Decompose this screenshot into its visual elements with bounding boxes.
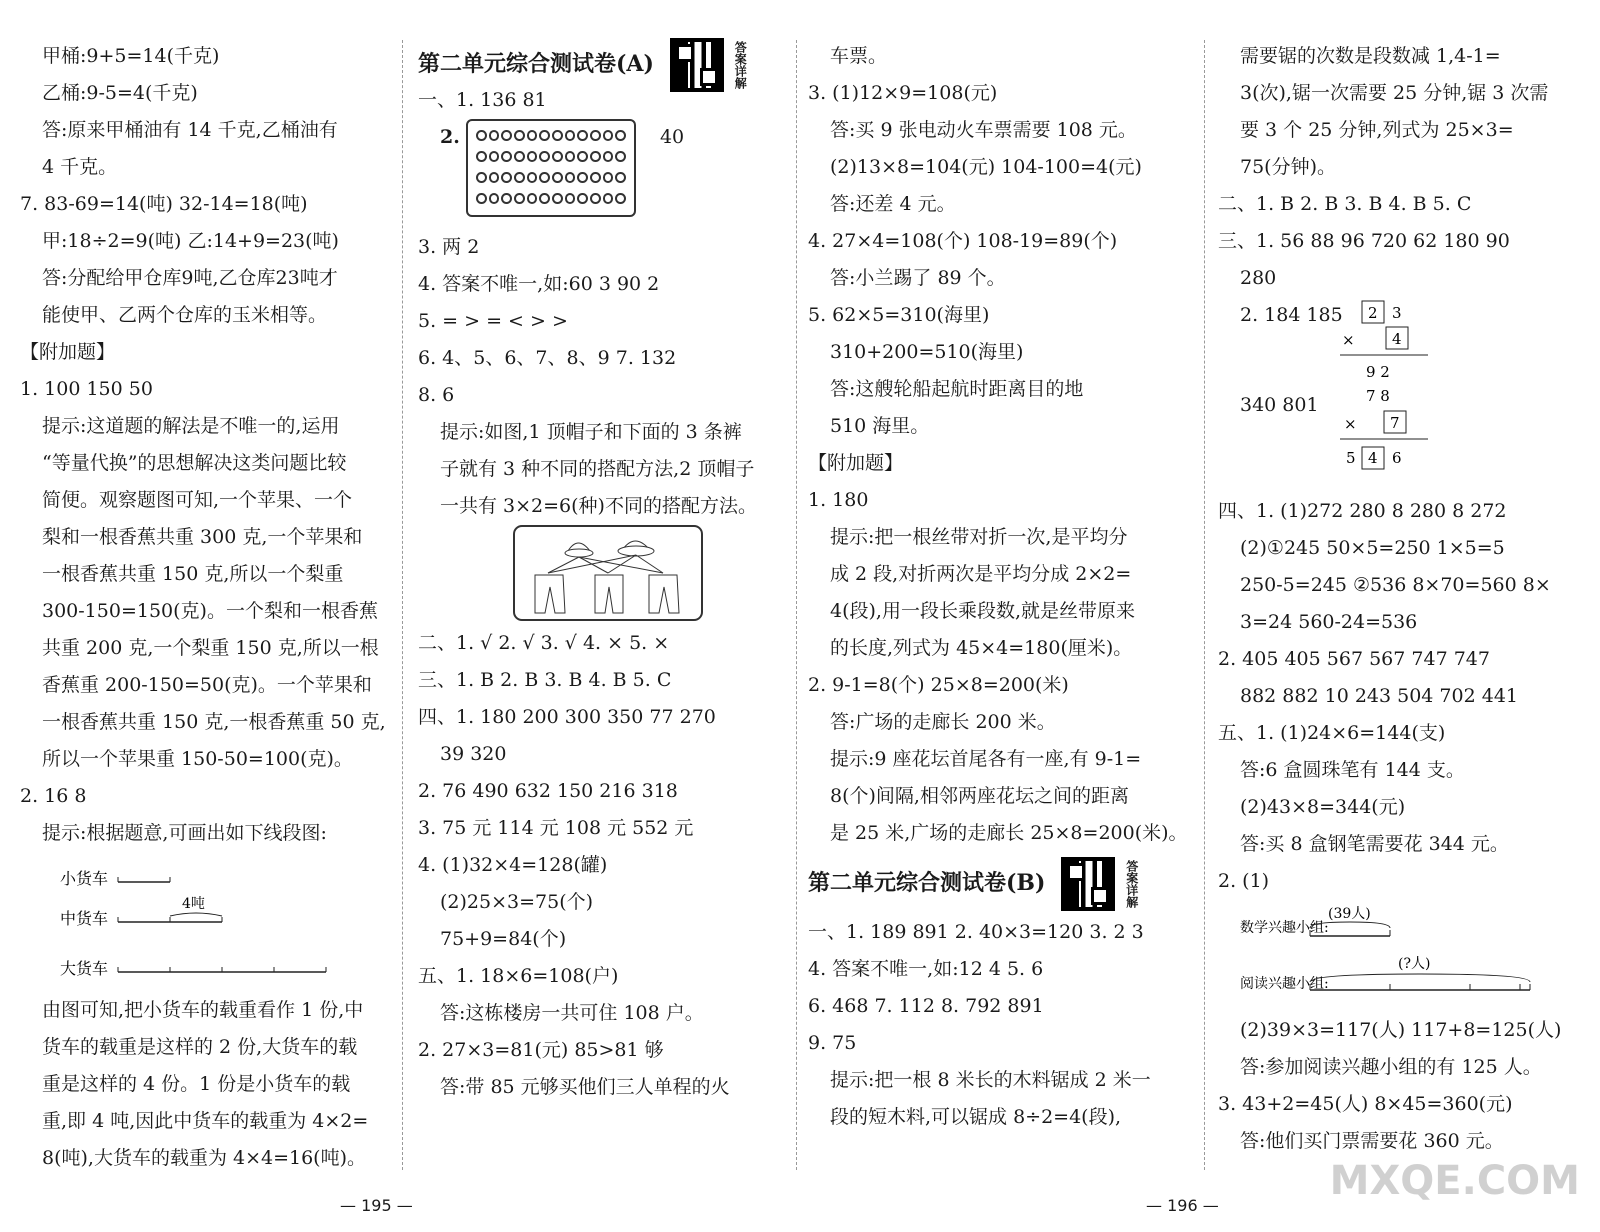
bead-icon bbox=[577, 130, 588, 141]
text-line: 段的短木料,可以锯成 8÷2=4(段), bbox=[830, 1106, 1122, 1128]
text-line: 5. = > = < > > bbox=[418, 310, 568, 332]
column-3 bbox=[808, 38, 1193, 1136]
bead-icon bbox=[615, 193, 626, 204]
text-line: 4(段),用一段长乘段数,就是丝带原来 bbox=[830, 600, 1135, 622]
text-line: 8(个)间隔,相邻两座花坛之间的距离 bbox=[830, 785, 1129, 807]
text-line: 重是这样的 4 份。1 份是小货车的载 bbox=[42, 1073, 351, 1095]
read-group-count: (?人) bbox=[1398, 956, 1431, 972]
text-line: 9. 75 bbox=[808, 1032, 857, 1054]
unit-test-b-title: 第二单元综合测试卷(B) 答案详解 bbox=[808, 852, 1193, 914]
bead-icon bbox=[552, 130, 563, 141]
text-line: 75(分钟)。 bbox=[1240, 156, 1337, 178]
bead-icon bbox=[539, 172, 550, 183]
text-line: 提示:9 座花坛首尾各有一座,有 9-1= bbox=[830, 748, 1142, 770]
bead-icon bbox=[501, 130, 512, 141]
text-line: 共重 200 克,一个梨重 150 克,所以一根 bbox=[42, 637, 379, 659]
text-line: 300-150=150(克)。一个梨和一根香蕉 bbox=[42, 600, 378, 622]
bead-icon bbox=[489, 130, 500, 141]
mid-truck-extra-label: 4吨 bbox=[182, 896, 205, 912]
text-line: 由图可知,把小货车的载重看作 1 份,中 bbox=[42, 999, 364, 1021]
text-line: 所以一个苹果重 150-50=100(克)。 bbox=[42, 748, 353, 770]
text-line: 一根香蕉共重 150 克,一根香蕉重 50 克, bbox=[42, 711, 386, 733]
bead-icon bbox=[539, 193, 550, 204]
text-line: 4. (1)32×4=128(罐) bbox=[418, 854, 608, 876]
text-line: 能使甲、乙两个仓库的玉米相等。 bbox=[42, 304, 328, 326]
text-line: 简便。观察题图可知,一个苹果、一个 bbox=[42, 489, 353, 511]
svg-text:2: 2 bbox=[1368, 304, 1378, 322]
text-line: 3=24 560-24=536 bbox=[1240, 611, 1418, 633]
text-line: 250-5=245 ②536 8×70=560 8× bbox=[1240, 574, 1551, 596]
bead-row bbox=[476, 169, 626, 190]
bead-icon bbox=[577, 151, 588, 162]
bead-icon bbox=[514, 172, 525, 183]
svg-text:6: 6 bbox=[1392, 449, 1402, 467]
bead-icon bbox=[476, 151, 487, 162]
text-line: 重,即 4 吨,因此中货车的载重为 4×2= bbox=[42, 1110, 369, 1132]
svg-text:9 2: 9 2 bbox=[1366, 363, 1390, 381]
bead-icon bbox=[476, 172, 487, 183]
svg-text:7: 7 bbox=[1390, 414, 1400, 432]
text-line: 3. 43+2=45(人) 8×45=360(元) bbox=[1218, 1093, 1513, 1115]
bead-icon bbox=[577, 193, 588, 204]
unit-test-a-title: 第二单元综合测试卷(A) 答案详解 bbox=[418, 38, 788, 82]
text-line: 39 320 bbox=[440, 743, 507, 765]
text-line: 1. 100 150 50 bbox=[20, 378, 153, 400]
text-line: (2)①245 50×5=250 1×5=5 bbox=[1240, 537, 1505, 559]
text-line: 310+200=510(海里) bbox=[830, 341, 1024, 363]
text-line: 答:买 8 盒钢笔需要花 344 元。 bbox=[1240, 833, 1509, 855]
text-line: 答:6 盒圆珠笔有 144 支。 bbox=[1240, 759, 1465, 781]
text-line: 6. 468 7. 112 8. 792 891 bbox=[808, 995, 1044, 1017]
qr-caption: 答案详解 bbox=[1124, 860, 1139, 908]
bead-icon bbox=[615, 130, 626, 141]
text-line: 一、1. 189 891 2. 40×3=120 3. 2 3 bbox=[808, 921, 1144, 943]
truck-diagram-svg bbox=[20, 852, 380, 992]
qr-caption: 答案详解 bbox=[733, 41, 748, 89]
text-line: 答:这艘轮船起航时距离目的地 bbox=[830, 378, 1084, 400]
text-line: 4. 答案不唯一,如:60 3 90 2 bbox=[418, 273, 660, 295]
bead-icon bbox=[590, 193, 601, 204]
bead-icon bbox=[539, 151, 550, 162]
big-truck-label: 大货车 bbox=[60, 959, 109, 978]
text-line: 答:这栋楼房一共可住 108 户。 bbox=[440, 1002, 704, 1024]
text-line: 的长度,列式为 45×4=180(厘米)。 bbox=[830, 637, 1133, 659]
text-line: 车票。 bbox=[830, 45, 888, 67]
bead-icon bbox=[514, 151, 525, 162]
text-line: 香蕉重 200-150=50(克)。一个苹果和 bbox=[42, 674, 372, 696]
text-line: 二、1. √ 2. √ 3. √ 4. × 5. × bbox=[418, 632, 670, 654]
bead-icon bbox=[577, 172, 588, 183]
text-line: “等量代换”的思想解决这类问题比较 bbox=[42, 452, 347, 474]
bead-row bbox=[476, 148, 626, 169]
bead-icon bbox=[615, 151, 626, 162]
bead-icon bbox=[476, 193, 487, 204]
svg-text:4: 4 bbox=[1368, 449, 1378, 467]
column-2 bbox=[418, 38, 788, 1106]
bead-icon bbox=[527, 172, 538, 183]
text-line: 四、1. 180 200 300 350 77 270 bbox=[418, 706, 716, 728]
text-line: 【附加题】 bbox=[808, 452, 904, 474]
bead-icon bbox=[489, 193, 500, 204]
column-1 bbox=[20, 38, 400, 1177]
text-line: 提示:根据题意,可画出如下线段图: bbox=[42, 822, 327, 844]
bead-icon bbox=[603, 172, 614, 183]
bead-icon bbox=[476, 130, 487, 141]
bead-icon bbox=[501, 193, 512, 204]
text-line: 提示:如图,1 顶帽子和下面的 3 条裤 bbox=[440, 421, 742, 443]
bead-row bbox=[476, 190, 626, 211]
text-line: 提示:这道题的解法是不唯一的,运用 bbox=[42, 415, 340, 437]
bead-icon bbox=[565, 130, 576, 141]
svg-text:3: 3 bbox=[1392, 304, 1402, 322]
text-line: 要 3 个 25 分钟,列式为 25×3= bbox=[1240, 119, 1514, 141]
text-line: 280 bbox=[1240, 267, 1277, 289]
math-group-label: 数学兴趣小组: bbox=[1240, 920, 1329, 936]
text-line: 需要锯的次数是段数减 1,4-1= bbox=[1240, 45, 1501, 67]
text-line: 3(次),锯一次需要 25 分钟,锯 3 次需 bbox=[1240, 82, 1549, 104]
text-line: 答:他们买门票需要花 360 元。 bbox=[1240, 1130, 1504, 1152]
text-line: 6. 4、5、6、7、8、9 7. 132 bbox=[418, 347, 677, 369]
bead-icon bbox=[527, 193, 538, 204]
text-line: 答:参加阅读兴趣小组的有 125 人。 bbox=[1240, 1056, 1542, 1078]
watermark-logo: MXQE.COM bbox=[1329, 1158, 1580, 1204]
text-line: 2. 16 8 bbox=[20, 785, 87, 807]
bead-icon bbox=[501, 172, 512, 183]
page-number-right: — 196 — bbox=[1146, 1196, 1219, 1215]
bead-icon bbox=[552, 151, 563, 162]
text-line: 五、1. 18×6=108(户) bbox=[418, 965, 619, 987]
bead-icon bbox=[603, 130, 614, 141]
text-line: 1. 180 bbox=[808, 489, 869, 511]
interest-group-diagram bbox=[1218, 900, 1593, 1012]
bead-icon bbox=[514, 193, 525, 204]
text-line: 答:原来甲桶油有 14 千克,乙桶油有 bbox=[42, 119, 338, 141]
bead-icon bbox=[539, 130, 550, 141]
svg-text:5: 5 bbox=[1346, 449, 1356, 467]
text-line: 一共有 3×2=6(种)不同的搭配方法。 bbox=[440, 495, 757, 517]
text-line: (2)43×8=344(元) bbox=[1240, 796, 1406, 818]
text-line: 2. (1) bbox=[1218, 870, 1270, 892]
pants-2-icon bbox=[595, 575, 623, 613]
bead-icon bbox=[565, 193, 576, 204]
qr-code-icon[interactable] bbox=[1061, 857, 1115, 911]
text-line: 三、1. B 2. B 3. B 4. B 5. C bbox=[418, 669, 672, 691]
bead-icon bbox=[552, 193, 563, 204]
text-line: 3. 75 元 114 元 108 元 552 元 bbox=[418, 817, 694, 839]
text-line: 四、1. (1)272 280 8 280 8 272 bbox=[1218, 500, 1507, 522]
vertical-multiplication: 2. 184 185 340 801 2 3 × 4 9 2 7 8 × 7 5 4 6 bbox=[1218, 297, 1593, 493]
bead-icon bbox=[565, 151, 576, 162]
text-line: 8. 6 bbox=[418, 384, 455, 406]
multiplication-svg bbox=[1338, 297, 1538, 493]
text-line: 甲:18÷2=9(吨) 乙:14+9=23(吨) bbox=[42, 230, 339, 252]
text-line: 2. 405 405 567 567 747 747 bbox=[1218, 648, 1490, 670]
bead-icon bbox=[514, 130, 525, 141]
text-line: 成 2 段,对折两次是平均分成 2×2= bbox=[830, 563, 1132, 585]
bead-icon bbox=[527, 130, 538, 141]
bead-icon bbox=[489, 172, 500, 183]
bead-row bbox=[476, 127, 626, 148]
text-line: 5. 62×5=310(海里) bbox=[808, 304, 990, 326]
text-line: 答:广场的走廊长 200 米。 bbox=[830, 711, 1056, 733]
bead-icon bbox=[615, 172, 626, 183]
text-line: 2. 9-1=8(个) 25×8=200(米) bbox=[808, 674, 1069, 696]
hat-pants-figure bbox=[418, 525, 788, 625]
svg-text:4: 4 bbox=[1392, 330, 1402, 348]
text-line: 子就有 3 种不同的搭配方法,2 顶帽子 bbox=[440, 458, 755, 480]
text-line: (2)39×3=117(人) 117+8=125(人) bbox=[1240, 1019, 1562, 1041]
math-group-count: (39人) bbox=[1328, 906, 1371, 922]
hats-pants-svg bbox=[513, 525, 703, 621]
bead-icon bbox=[603, 193, 614, 204]
text-line: 882 882 10 243 504 702 441 bbox=[1240, 685, 1519, 707]
pants-1-icon bbox=[535, 575, 565, 613]
text-line: 2. 76 490 632 150 216 318 bbox=[418, 780, 678, 802]
text-line: 答:带 85 元够买他们三人单程的火 bbox=[440, 1076, 730, 1098]
pants-3-icon bbox=[649, 575, 679, 613]
text-line: 甲桶:9+5=14(千克) bbox=[42, 45, 220, 67]
bead-frame bbox=[466, 119, 636, 217]
bead-figure-row: 2. 40 bbox=[418, 119, 788, 229]
interest-group-svg bbox=[1218, 900, 1588, 1010]
truck-line-diagram bbox=[20, 852, 400, 992]
text-line: 一根香蕉共重 150 克,所以一个梨重 bbox=[42, 563, 344, 585]
text-line: 答:分配给甲仓库9吨,乙仓库23吨才 bbox=[42, 267, 338, 289]
text-line: 2. 27×3=81(元) 85>81 够 bbox=[418, 1039, 664, 1061]
text-line: 75+9=84(个) bbox=[440, 928, 567, 950]
column-4 bbox=[1218, 38, 1593, 1160]
mid-truck-label: 中货车 bbox=[60, 909, 109, 928]
text-line: 乙桶:9-5=4(千克) bbox=[42, 82, 198, 104]
text-line: 二、1. B 2. B 3. B 4. B 5. C bbox=[1218, 193, 1472, 215]
text-line: (2)13×8=104(元) 104-100=4(元) bbox=[830, 156, 1142, 178]
text-line: 货车的载重是这样的 2 份,大货车的载 bbox=[42, 1036, 358, 1058]
text-line: 提示:把一根 8 米长的木料锯成 2 米一 bbox=[830, 1069, 1151, 1091]
text-line: 7. 83-69=14(吨) 32-14=18(吨) bbox=[20, 193, 308, 215]
bead-icon bbox=[590, 151, 601, 162]
svg-text:×: × bbox=[1344, 415, 1357, 433]
text-line: 4. 27×4=108(个) 108-19=89(个) bbox=[808, 230, 1118, 252]
bead-icon bbox=[603, 151, 614, 162]
page-number-left: — 195 — bbox=[340, 1196, 413, 1215]
text-line: 8(吨),大货车的载重为 4×4=16(吨)。 bbox=[42, 1147, 367, 1169]
small-truck-label: 小货车 bbox=[60, 869, 109, 888]
svg-text:×: × bbox=[1342, 331, 1355, 349]
text-line: 三、1. 56 88 96 720 62 180 90 bbox=[1218, 230, 1510, 252]
text-line: 是 25 米,广场的走廊长 25×8=200(米)。 bbox=[830, 822, 1188, 844]
text-line: 3. (1)12×9=108(元) bbox=[808, 82, 998, 104]
text-line: 4. 答案不唯一,如:12 4 5. 6 bbox=[808, 958, 1044, 980]
text-line: 答:小兰踢了 89 个。 bbox=[830, 267, 1006, 289]
text-line: 五、1. (1)24×6=144(支) bbox=[1218, 722, 1446, 744]
svg-text:7 8: 7 8 bbox=[1366, 387, 1390, 405]
text-line: 答:还差 4 元。 bbox=[830, 193, 956, 215]
bead-icon bbox=[590, 172, 601, 183]
text-line: 梨和一根香蕉共重 300 克,一个苹果和 bbox=[42, 526, 363, 548]
bead-icon bbox=[565, 172, 576, 183]
text-line: 一、1. 136 81 bbox=[418, 89, 547, 111]
bead-icon bbox=[552, 172, 563, 183]
bead-icon bbox=[501, 151, 512, 162]
read-group-label: 阅读兴趣小组: bbox=[1240, 976, 1329, 992]
text-line: 【附加题】 bbox=[20, 341, 116, 363]
bead-icon bbox=[590, 130, 601, 141]
bead-icon bbox=[527, 151, 538, 162]
text-line: 答:买 9 张电动火车票需要 108 元。 bbox=[830, 119, 1137, 141]
text-line: (2)25×3=75(个) bbox=[440, 891, 594, 913]
text-line: 3. 两 2 bbox=[418, 236, 480, 258]
bead-icon bbox=[489, 151, 500, 162]
text-line: 提示:把一根丝带对折一次,是平均分 bbox=[830, 526, 1128, 548]
qr-code-icon[interactable] bbox=[670, 38, 724, 92]
text-line: 4 千克。 bbox=[42, 156, 118, 178]
text-line: 510 海里。 bbox=[830, 415, 930, 437]
